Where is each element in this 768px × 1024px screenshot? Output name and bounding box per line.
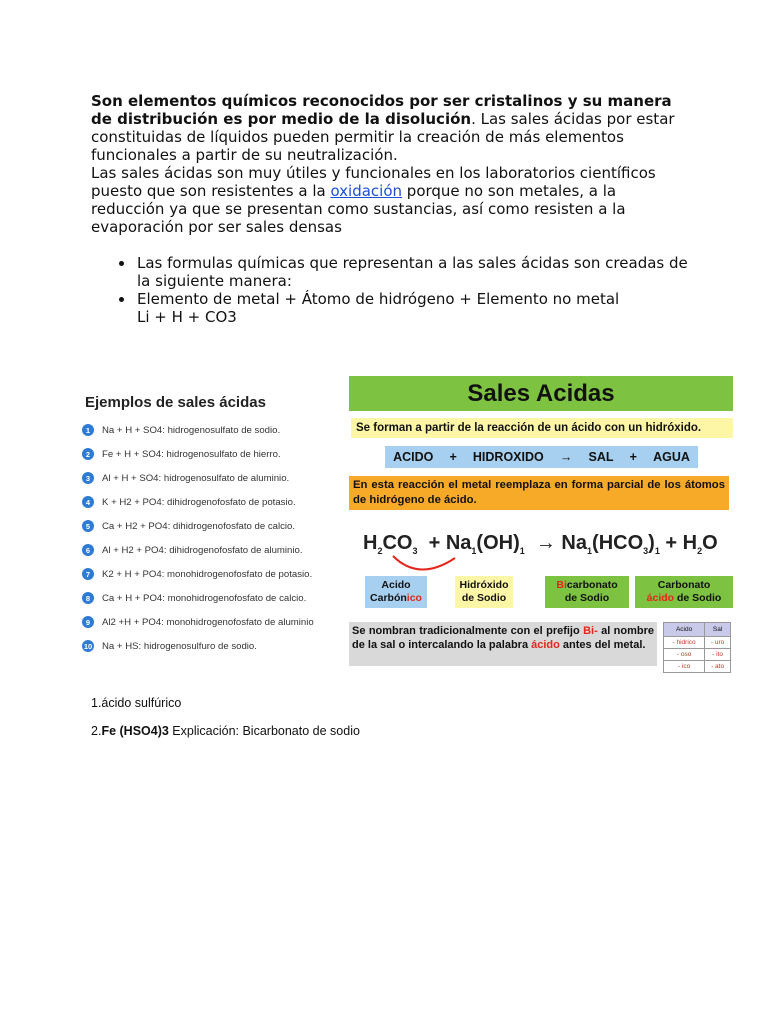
word-equation (385, 446, 698, 468)
label-highlight: ico (406, 592, 422, 604)
example-item (80, 562, 326, 586)
naming-prefix: Bi- (583, 625, 598, 637)
example-item (80, 514, 326, 538)
answer-formula: Fe (HSO4)3 (101, 724, 169, 738)
table-cell: - oso (664, 649, 705, 661)
label-carbonato-acido-sodio (635, 576, 733, 608)
suffix-table (663, 622, 731, 673)
exchange-arrow-icon (389, 554, 459, 576)
label-line: Carbón (370, 592, 407, 604)
answer-1: 1.ácido sulfúrico (91, 696, 182, 710)
example-number-badge: 9 (82, 616, 94, 628)
examples-list (80, 418, 326, 658)
label-line: Acido (381, 579, 411, 591)
bullet-subtext: Li + H + CO3 (137, 308, 237, 326)
table-row (664, 661, 731, 673)
example-text: Al2 +H + PO4: monohidrogenofosfato de aluminio (102, 616, 314, 628)
example-number-badge: 5 (82, 520, 94, 532)
label-line: de Sodio (674, 592, 722, 604)
label-line: de Sodio (564, 592, 610, 604)
example-text: Ca + H + PO4: monohidrogenofosfato de calcio. (102, 592, 307, 604)
bullet-text: Elemento de metal + Átomo de hidrógeno + Elemento no metal (137, 290, 620, 308)
intro-bold-text: Son elementos químicos reconocidos por ser cristalinos y su manera de distribución es por medio de la disolución (91, 92, 672, 128)
sales-acidas-title: Sales Acidas (349, 376, 733, 411)
table-cell: - uro (705, 637, 731, 649)
label-line: Hidróxido (459, 579, 509, 591)
example-item (80, 610, 326, 634)
naming-word: ácido (531, 639, 560, 651)
bullet-text: Las formulas químicas que representan a las sales ácidas son creadas de la siguiente manera: (137, 254, 688, 290)
table-cell: - ito (705, 649, 731, 661)
example-text: Ca + H2 + PO4: dihidrogenofosfato de calcio. (102, 520, 296, 532)
label-highlight: ácido (646, 592, 675, 604)
example-item (80, 442, 326, 466)
example-number-badge: 10 (83, 641, 93, 651)
example-item (80, 418, 326, 442)
label-line: carbonato (566, 579, 618, 591)
example-text: K2 + H + PO4: monohidrogenofosfato de potasio. (102, 568, 313, 580)
label-acido-carbonico (365, 576, 427, 608)
answer-2 (91, 724, 360, 738)
example-text: Al + H + SO4: hidrogenosulfato de aluminio. (102, 472, 290, 484)
answer-number: 2. (91, 724, 102, 738)
eq-agua: AGUA (653, 450, 690, 464)
table-cell: - ato (705, 661, 731, 673)
naming-text: antes del metal. (559, 639, 646, 651)
eq-acido: ACIDO (393, 450, 434, 464)
example-item (80, 490, 326, 514)
eq-hidroxido: HIDROXIDO (472, 450, 544, 464)
examples-image (80, 388, 326, 658)
examples-title: Ejemplos de sales ácidas (85, 394, 266, 411)
label-line: de Sodio (461, 592, 507, 604)
answers-section (91, 696, 360, 752)
document-body (91, 92, 691, 326)
sales-acidas-image (349, 376, 733, 670)
reaction-statement: En esta reacción el metal reemplaza en forma parcial de los átomos de hidrógeno de ácido. (349, 476, 729, 510)
example-text: K + H2 + PO4: dihidrogenofosfato de potasio. (102, 496, 296, 508)
intro-rest-text: . Las sales ácidas por estar constituidas de líquidos pueden permitir la creación de más elementos funcionales a partir de su neutralización. (91, 110, 675, 164)
label-highlight: Bi (556, 579, 567, 591)
intro-paragraph (91, 92, 691, 236)
oxidacion-link[interactable]: oxidación (330, 182, 403, 200)
example-item (80, 634, 326, 658)
naming-text: Se nombran tradicionalmente con el prefijo (352, 625, 584, 637)
example-number-badge: 3 (82, 472, 94, 484)
example-number-badge: 1 (82, 424, 94, 436)
eq-plus: + (629, 450, 637, 464)
para2-after: porque no son metales, a la reducción ya que se presentan como sustancias, así como resisten a la evaporación por ser sales densas (91, 182, 626, 236)
answer-explanation: Explicación: Bicarbonato de sodio (168, 724, 360, 738)
chemical-equation: $H_2CO_3 + Na_1(OH)_1 \to Na_1(HCO_3)_1 + H_2O$ (363, 532, 718, 556)
table-header: Sal (705, 623, 731, 637)
formula-bullet-list (91, 254, 691, 326)
example-number-badge: 8 (82, 592, 94, 604)
example-text: Fe + H + SO4: hidrogenosulfato de hierro. (102, 448, 281, 460)
table-cell: - ico (664, 661, 705, 673)
table-header: Acido (664, 623, 705, 637)
second-paragraph (91, 164, 691, 236)
label-line: Carbonato (657, 579, 711, 591)
eq-arrow-icon: → (559, 450, 573, 464)
para2-before: Las sales ácidas son muy útiles y funcionales en los laboratorios científicos puesto que son resistentes a la (91, 164, 656, 200)
example-number-badge: 7 (82, 568, 94, 580)
example-item (80, 586, 326, 610)
naming-text: al nombre de la sal o intercalando la palabra (352, 625, 654, 651)
table-row (664, 637, 731, 649)
example-text: Na + H + SO4: hidrogenosulfato de sodio. (102, 424, 281, 436)
table-cell: - hidrico (664, 637, 705, 649)
example-text: Al + H2 + PO4: dihidrogenofosfato de aluminio. (102, 544, 303, 556)
formation-statement: Se forman a partir de la reacción de un ácido con un hidróxido. (351, 418, 733, 438)
table-row (664, 649, 731, 661)
eq-plus: + (449, 450, 457, 464)
example-number-badge: 4 (82, 496, 94, 508)
label-hidroxido-sodio (455, 576, 513, 608)
bullet-item (135, 290, 691, 326)
eq-sal: SAL (588, 450, 614, 464)
example-number-badge: 2 (82, 448, 94, 460)
example-item (80, 538, 326, 562)
example-number-badge: 6 (82, 544, 94, 556)
example-text: Na + HS: hidrogenosulfuro de sodio. (102, 640, 257, 652)
example-item (80, 466, 326, 490)
naming-statement (349, 622, 657, 666)
bullet-item (135, 254, 691, 290)
label-bicarbonato-sodio (545, 576, 629, 608)
